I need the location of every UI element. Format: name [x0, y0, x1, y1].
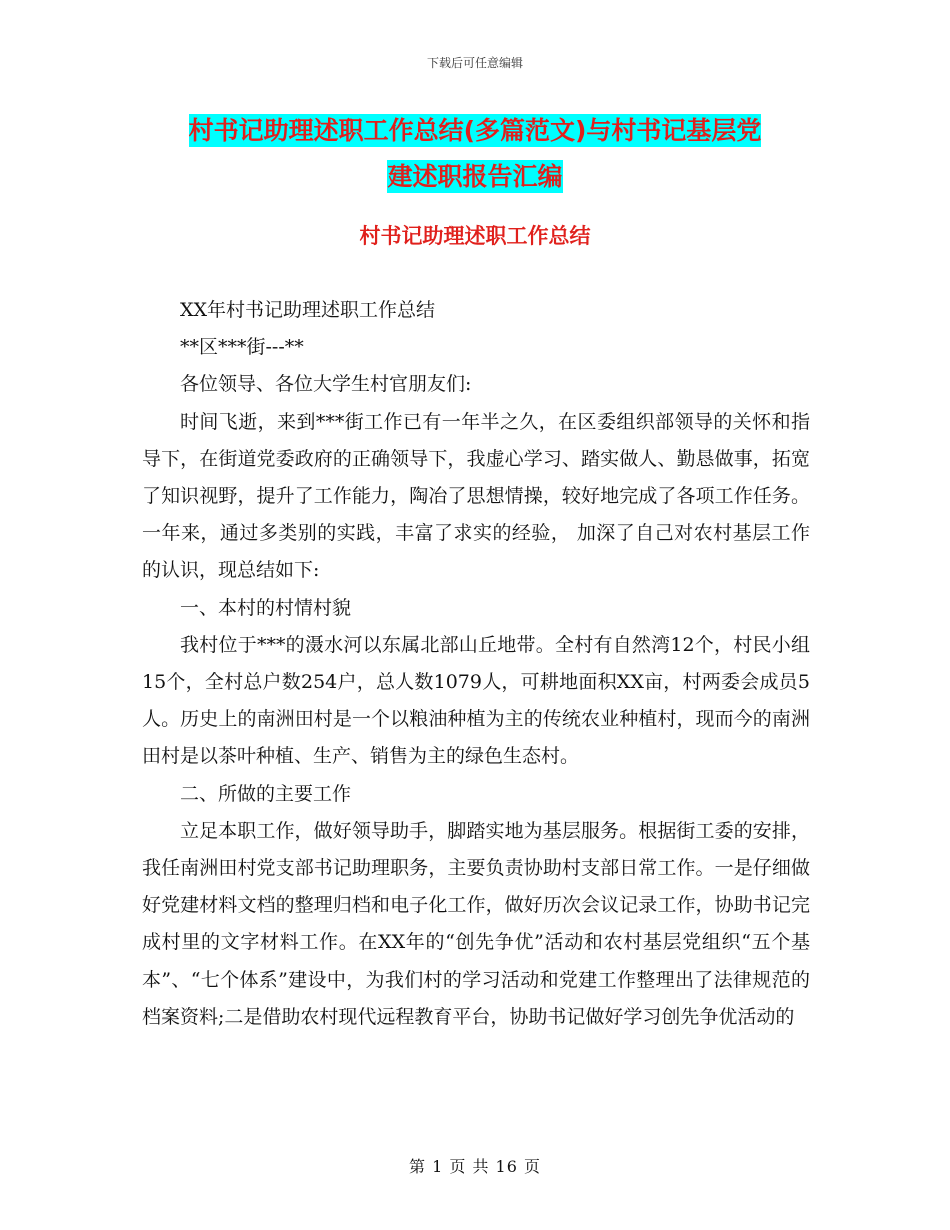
paragraph-intro: 时间飞逝，来到***街工作已有一年半之久，在区委组织部领导的关怀和指导下，在街道党委政府的正确领导下，我虚心学习、踏实做人、勤恳做事，拓宽了知识视野，提升了工作能力，陶冶了思想情操，较好地完成了各项工作任务。一年来，通过多类别的实践，丰富了求实的经验， 加深了自己对农村基层工作的认识，现总结如下: — [142, 410, 810, 582]
section-title: 村书记助理述职工作总结 — [359, 224, 591, 248]
document-title-line-2: 建述职报告汇编 — [387, 162, 563, 191]
paragraph-salutation: 各位领导、各位大学生村官朋友们: — [180, 373, 472, 396]
paragraph-village-overview: 我村位于***的滠水河以东属北部山丘地带。全村有自然湾12个，村民小组15个，全村总户数254户，总人数1079人，可耕地面积XX亩，村两委会成员5人。历史上的南洲田村是一个以粮油种植为主的传统农业种植村，现而今的南洲田村是以茶叶种植、生产、销售为主的绿色生态村。 — [142, 633, 810, 768]
paragraph-subtitle: XX年村书记助理述职工作总结 — [180, 299, 436, 321]
document-title — [140, 108, 810, 200]
heading-village-overview: 一、本村的村情村貌 — [180, 596, 352, 619]
paragraph-author: **区***街---** — [180, 336, 304, 359]
document-body — [142, 292, 810, 1036]
page-footer: 第 1 页 共 16 页 — [409, 1157, 541, 1176]
header-note: 下载后可任意编辑 — [426, 56, 523, 70]
heading-main-work: 二、所做的主要工作 — [180, 782, 352, 805]
paragraph-main-work: 立足本职工作，做好领导助手，脚踏实地为基层服务。根据街工委的安排，我任南洲田村党支部书记助理职务，主要负责协助村支部日常工作。一是仔细做好党建材料文档的整理归档和电子化工作，做好历次会议记录工作，协助书记完成村里的文字材料工作。在XX年的“创先争优”活动和农村基层党组织“五个基本”、“七个体系”建设中，为我们村的学习活动和党建工作整理出了法律规范的档案资料;二是借助农村现代远程教育平台，协助书记做好学习创先争优活动的 — [142, 819, 810, 1028]
document-title-line-1: 村书记助理述职工作总结(多篇范文)与村书记基层党 — [188, 116, 762, 145]
